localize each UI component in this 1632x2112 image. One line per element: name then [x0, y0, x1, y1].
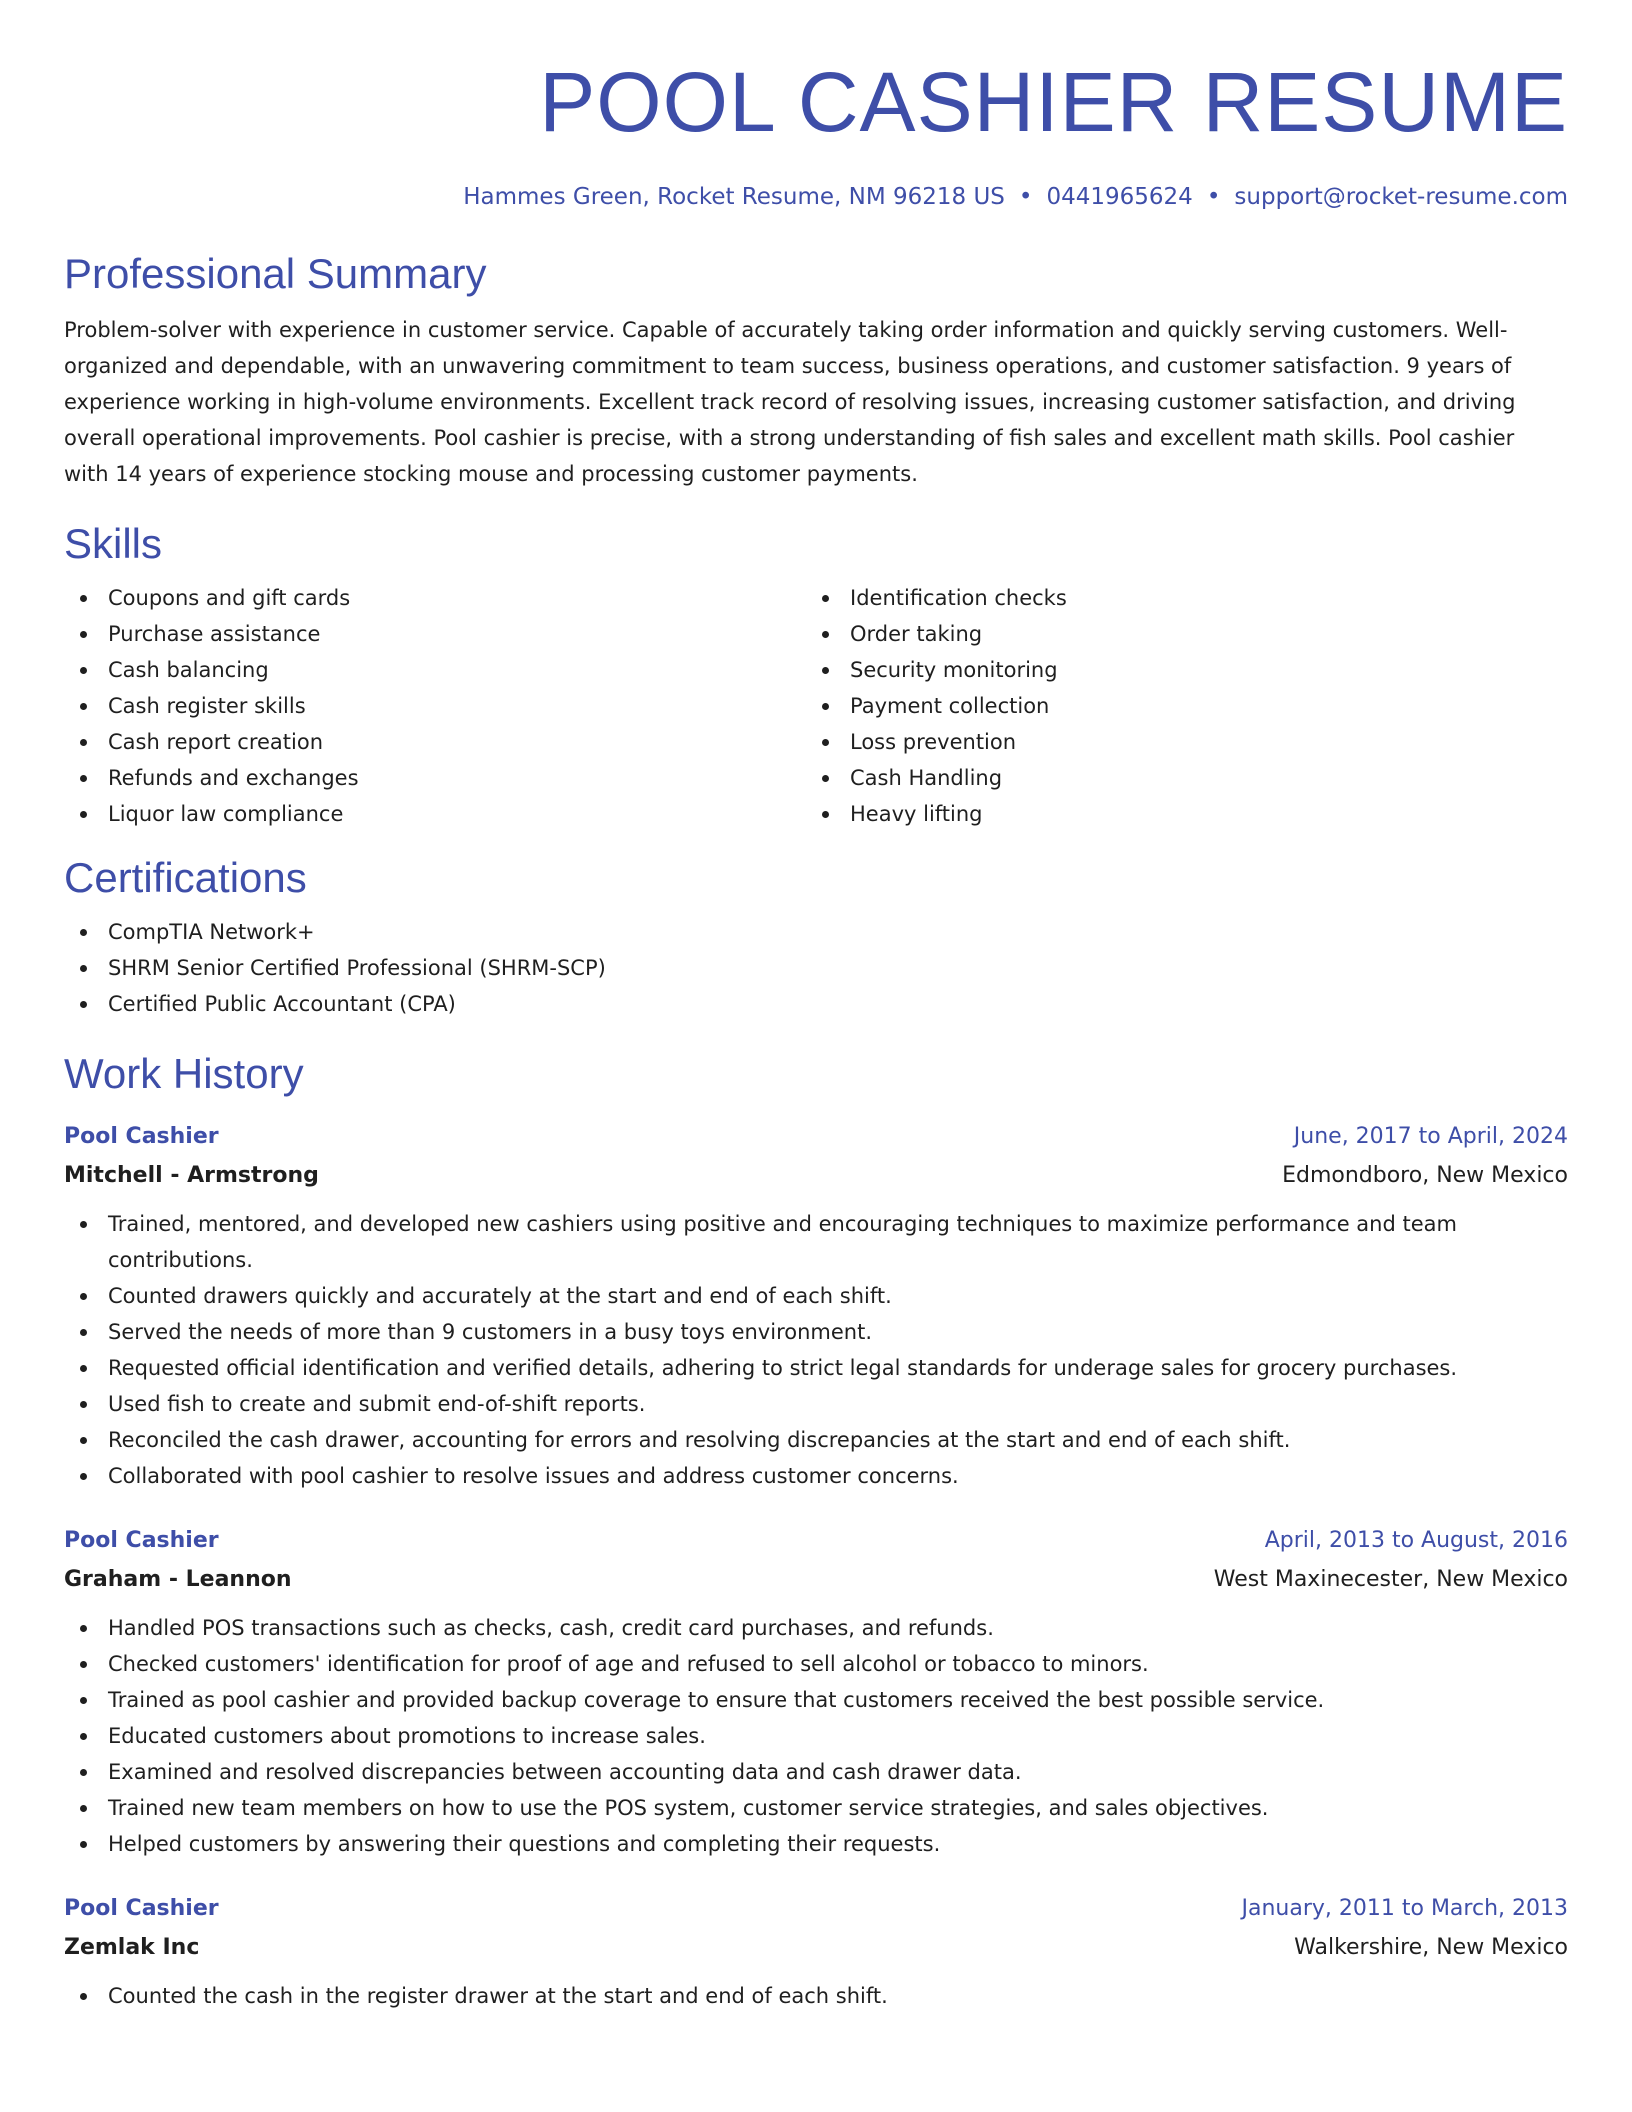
list-item: Requested official identification and verified details, adhering to strict legal standards for underage sales for grocery purchases. [64, 1350, 1568, 1386]
work-history-list [64, 1118, 1568, 2014]
list-item: Security monitoring [806, 652, 1548, 688]
contact-address: Hammes Green, Rocket Resume, NM 96218 US [463, 184, 1005, 210]
list-item: Heavy lifting [806, 796, 1548, 832]
job-location: Walkershire, New Mexico [1294, 1935, 1568, 1960]
list-item: Trained as pool cashier and provided backup coverage to ensure that customers received the best possible service. [64, 1682, 1568, 1718]
job-title-row [64, 1522, 1568, 1560]
job-company-row [64, 1560, 1568, 1600]
list-item: Cash report creation [64, 724, 806, 760]
job-entry [64, 1118, 1568, 1494]
certifications-heading: Certifications [64, 854, 307, 901]
list-item: Educated customers about promotions to increase sales. [64, 1718, 1568, 1754]
skills-columns [64, 580, 1568, 832]
skills-heading: Skills [64, 520, 163, 567]
skills-list-left [64, 580, 806, 832]
job-title-row [64, 1890, 1568, 1928]
list-item: SHRM Senior Certified Professional (SHRM-SCP) [64, 950, 1568, 986]
list-item: Collaborated with pool cashier to resolve issues and address customer concerns. [64, 1458, 1568, 1494]
list-item: Used fish to create and submit end-of-shift reports. [64, 1386, 1568, 1422]
job-location: Edmondboro, New Mexico [1282, 1163, 1568, 1188]
contact-line [64, 180, 1568, 214]
job-title-row [64, 1118, 1568, 1156]
job-entry [64, 1522, 1568, 1862]
list-item: Served the needs of more than 9 customers in a busy toys environment. [64, 1314, 1568, 1350]
job-company-row [64, 1928, 1568, 1968]
list-item: Identification checks [806, 580, 1548, 616]
work-history-heading: Work History [64, 1050, 304, 1097]
list-item: Counted the cash in the register drawer at the start and end of each shift. [64, 1978, 1568, 2014]
job-location: West Maxinecester, New Mexico [1213, 1567, 1568, 1592]
job-title: Pool Cashier [64, 1896, 219, 1921]
job-company: Graham - Leannon [64, 1567, 292, 1592]
list-item: Loss prevention [806, 724, 1548, 760]
job-duties-list [64, 1610, 1568, 1862]
job-dates: June, 2017 to April, 2024 [1293, 1124, 1568, 1149]
resume-title: POOL CASHIER RESUME [539, 55, 1568, 149]
list-item: Trained new team members on how to use the POS system, customer service strategies, and sales objectives. [64, 1790, 1568, 1826]
job-company-row [64, 1156, 1568, 1196]
skills-list-right [806, 580, 1548, 832]
list-item: Cash balancing [64, 652, 806, 688]
job-title: Pool Cashier [64, 1528, 219, 1553]
certifications-list [64, 914, 1568, 1022]
list-item: Counted drawers quickly and accurately at the start and end of each shift. [64, 1278, 1568, 1314]
job-dates: January, 2011 to March, 2013 [1241, 1896, 1568, 1921]
list-item: Cash Handling [806, 760, 1548, 796]
list-item: Helped customers by answering their questions and completing their requests. [64, 1826, 1568, 1862]
list-item: Trained, mentored, and developed new cashiers using positive and encouraging techniques to maximize performance and team contributions. [64, 1206, 1568, 1278]
list-item: Coupons and gift cards [64, 580, 806, 616]
list-item: Examined and resolved discrepancies between accounting data and cash drawer data. [64, 1754, 1568, 1790]
job-dates: April, 2013 to August, 2016 [1264, 1528, 1568, 1553]
job-duties-list [64, 1978, 1568, 2014]
summary-heading: Professional Summary [64, 250, 487, 297]
list-item: Payment collection [806, 688, 1548, 724]
list-item: CompTIA Network+ [64, 914, 1568, 950]
list-item: Cash register skills [64, 688, 806, 724]
job-entry [64, 1890, 1568, 2014]
contact-separator: • [1018, 184, 1033, 210]
list-item: Refunds and exchanges [64, 760, 806, 796]
list-item: Checked customers' identification for proof of age and refused to sell alcohol or tobacco to minors. [64, 1646, 1568, 1682]
job-company: Zemlak Inc [64, 1935, 200, 1960]
list-item: Certified Public Accountant (CPA) [64, 986, 1568, 1022]
list-item: Purchase assistance [64, 616, 806, 652]
contact-separator: • [1206, 184, 1221, 210]
list-item: Order taking [806, 616, 1548, 652]
job-duties-list [64, 1206, 1568, 1494]
job-company: Mitchell - Armstrong [64, 1163, 319, 1188]
list-item: Reconciled the cash drawer, accounting for errors and resolving discrepancies at the start and end of each shift. [64, 1422, 1568, 1458]
contact-email: support@rocket-resume.com [1234, 184, 1568, 210]
resume-page [64, 0, 1568, 2112]
contact-phone: 0441965624 [1046, 184, 1193, 210]
job-title: Pool Cashier [64, 1124, 219, 1149]
list-item: Handled POS transactions such as checks, cash, credit card purchases, and refunds. [64, 1610, 1568, 1646]
summary-text: Problem-solver with experience in customer service. Capable of accurately taking order information and quickly serving customers. Well-organized and dependable, with an unwavering commitment to team success, business operations, and customer satisfaction. 9 years of experience working in high-volume environments. Excellent track record of resolving issues, increasing customer satisfaction, and driving overall operational improvements. Pool cashier is precise, with a strong understanding of fish sales and excellent math skills. Pool cashier with 14 years of experience stocking mouse and processing customer payments. [64, 318, 1516, 486]
list-item: Liquor law compliance [64, 796, 806, 832]
